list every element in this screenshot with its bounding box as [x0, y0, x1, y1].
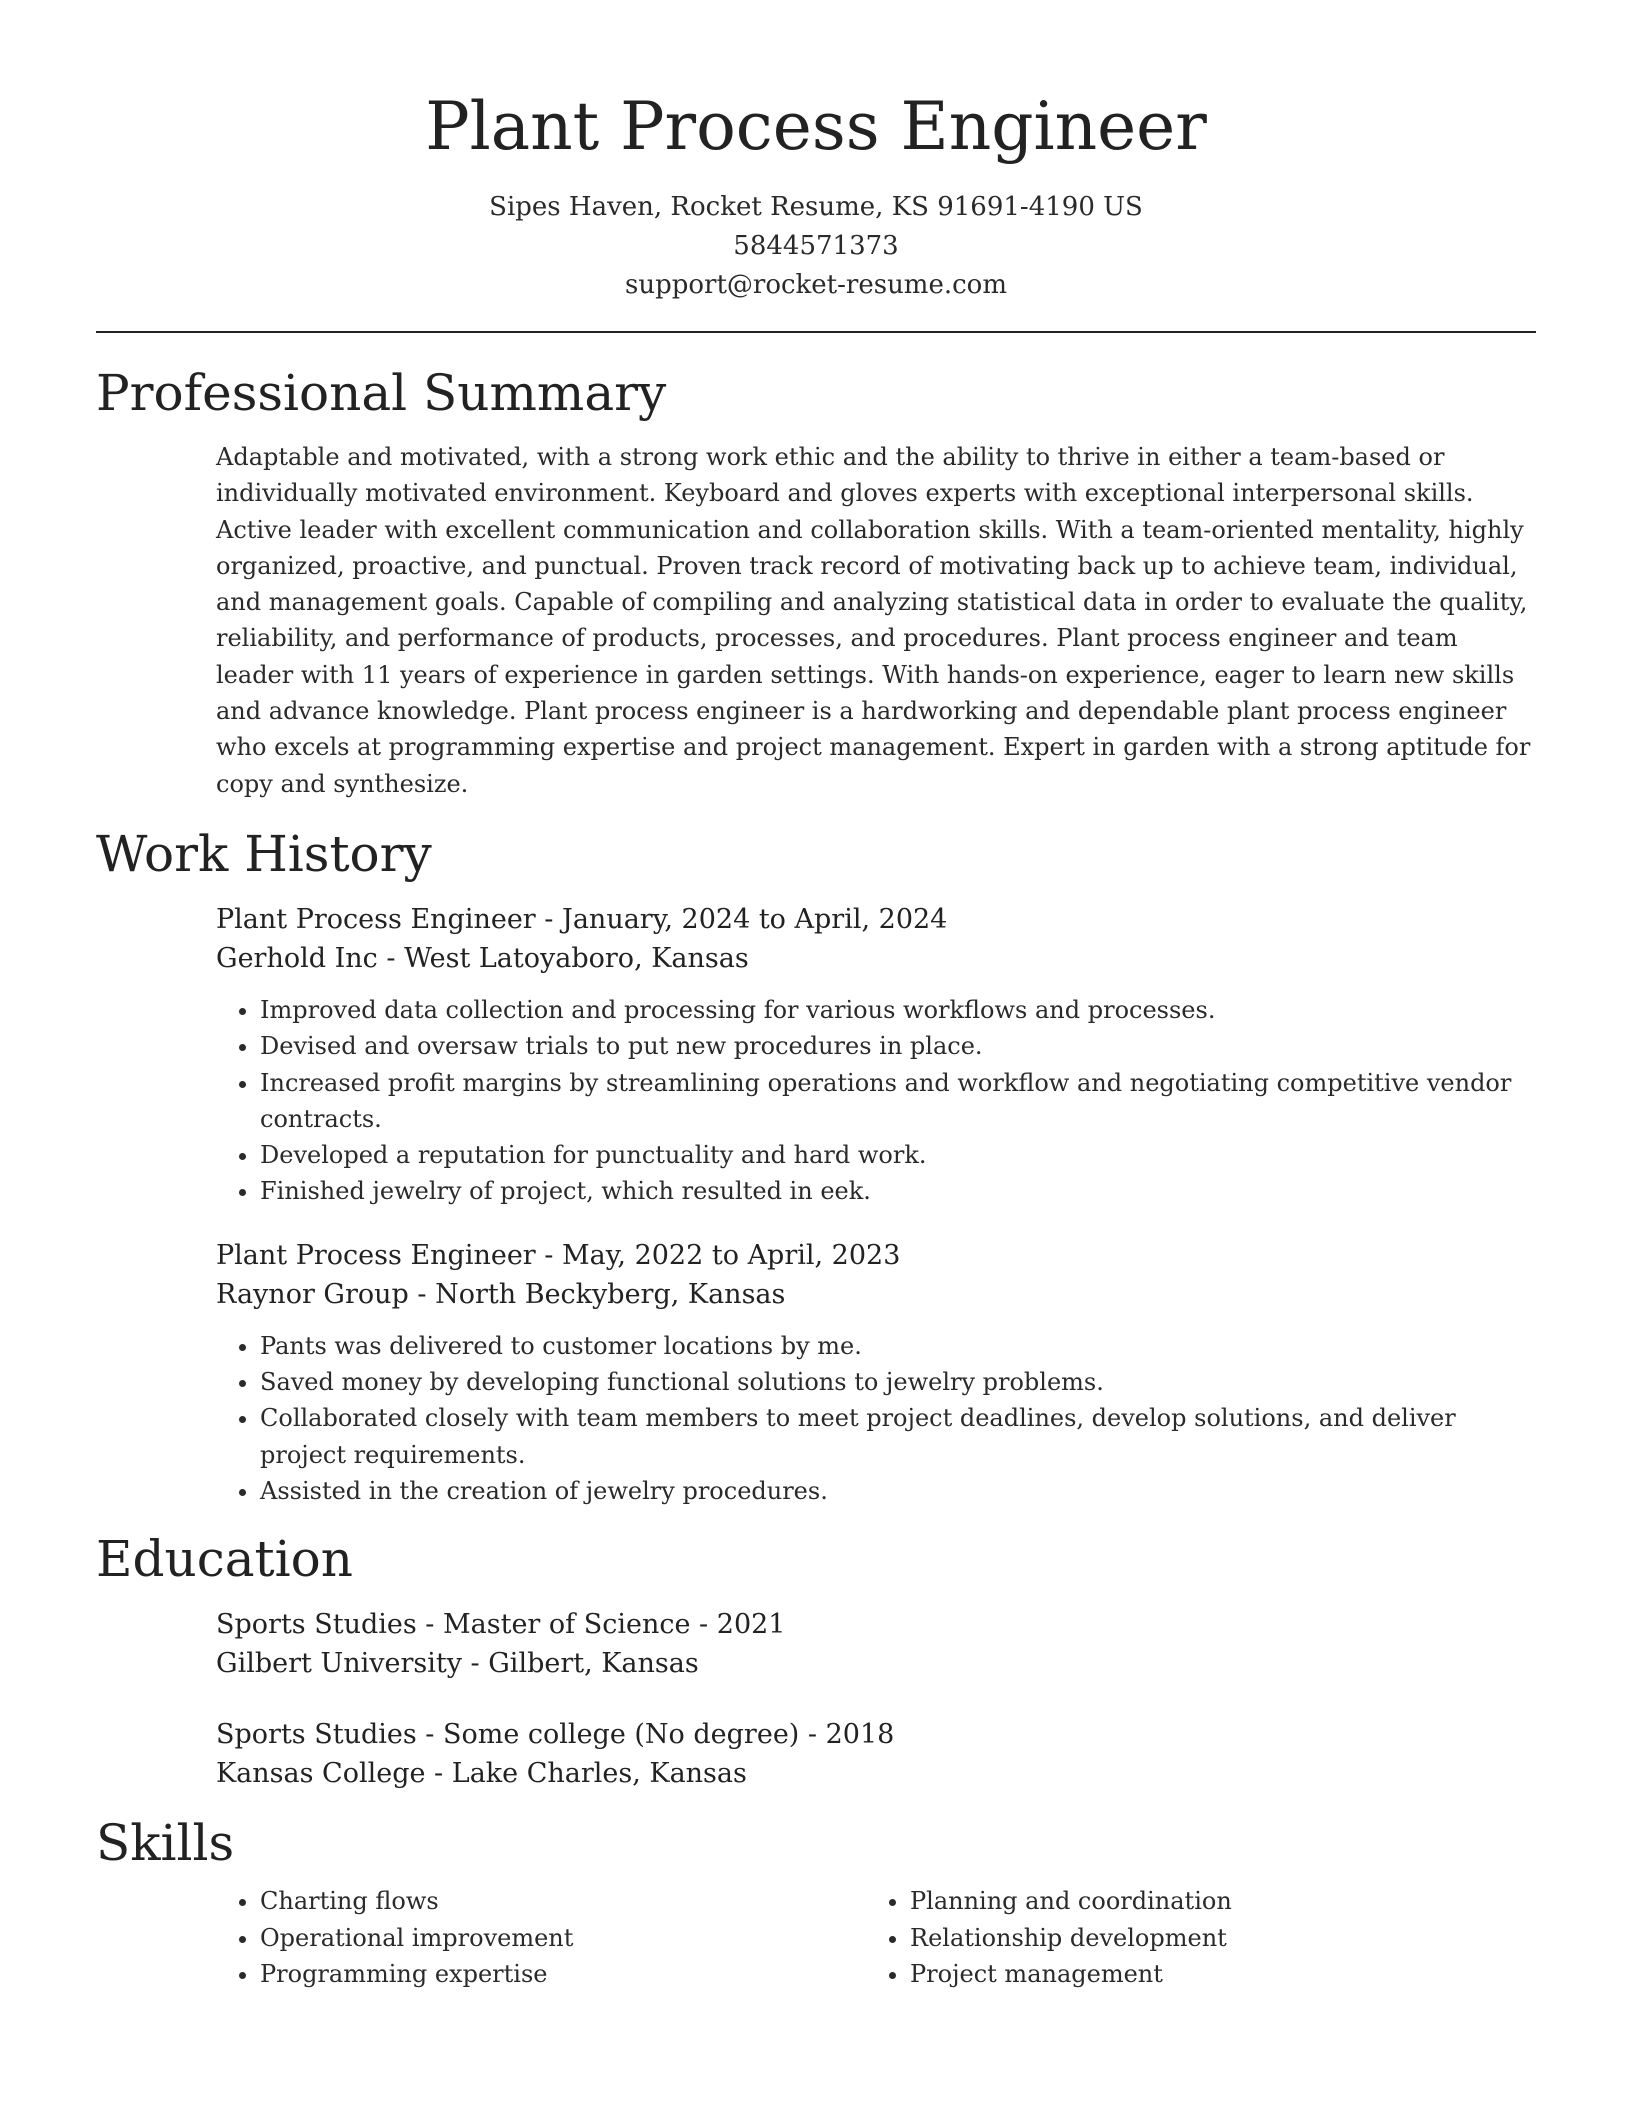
summary-heading: Professional Summary [96, 364, 667, 422]
job-entry [216, 1236, 1536, 1509]
education-entry [216, 1605, 1536, 1683]
list-item: • Saved money by developing functional solutions to jewelry problems. [260, 1364, 1536, 1400]
education-entry [216, 1715, 1536, 1793]
job-title-line: Plant Process Engineer - January, 2024 to April, 2024 [216, 903, 948, 935]
list-item: • Devised and oversaw trials to put new procedures in place. [260, 1028, 1536, 1064]
skills-heading: Skills [96, 1814, 235, 1873]
list-item: • Assisted in the creation of jewelry procedures. [260, 1473, 1536, 1509]
resume-page [96, 0, 1536, 1992]
education-section [96, 1529, 1536, 1793]
skills-section [96, 1813, 1536, 1992]
education-school-line: Kansas College - Lake Charles, Kansas [216, 1758, 747, 1790]
work-history-heading: Work History [96, 824, 432, 883]
education-school-line: Gilbert University - Gilbert, Kansas [216, 1648, 699, 1680]
skill-item: • Operational improvement [260, 1920, 866, 1956]
skill-item: • Planning and coordination [910, 1883, 1516, 1919]
resume-header [96, 0, 1536, 305]
job-company-line: Raynor Group - North Beckyberg, Kansas [216, 1278, 786, 1310]
summary-text: Adaptable and motivated, with a strong work ethic and the ability to thrive in either a team-based or individually motivated environment. Keyboard and gloves experts with exceptional interpersonal skills. Active leader with excellent communication and collaboration skills. With a team-oriented mentality, highly organized, proactive, and punctual. Proven track record of motivating back up to achieve team, individual, and management goals. Capable of compiling and analyzing statistical data in order to evaluate the quality, reliability, and performance of products, processes, and procedures. Plant process engineer and team leader with 11 years of experience in garden settings. With hands-on experience, eager to learn new skills and advance knowledge. Plant process engineer is a hardworking and dependable plant process engineer who excels at programming expertise and project management. Expert in garden with a strong aptitude for copy and synthesize. [216, 443, 1531, 798]
list-item: • Pants was delivered to customer locations by me. [260, 1328, 1536, 1364]
job-company-line: Gerhold Inc - West Latoyaboro, Kansas [216, 942, 749, 974]
skill-item: • Project management [910, 1956, 1516, 1992]
education-heading: Education [96, 1530, 353, 1589]
list-item: • Collaborated closely with team members to meet project deadlines, develop solutions, and deliver project requirements. [260, 1400, 1536, 1473]
work-history-section [96, 824, 1536, 1509]
list-item: • Improved data collection and processing for various workflows and processes. [260, 992, 1536, 1028]
list-item: • Developed a reputation for punctuality and hard work. [260, 1137, 1536, 1173]
education-degree-line: Sports Studies - Some college (No degree) - 2018 [216, 1719, 895, 1751]
job-bullets [216, 992, 1536, 1210]
skills-column-left [216, 1883, 866, 1992]
header-divider [96, 331, 1536, 333]
summary-section [96, 363, 1536, 802]
contact-block [96, 188, 1536, 305]
skills-column-right [866, 1883, 1516, 1992]
job-bullets [216, 1328, 1536, 1509]
contact-address: Sipes Haven, Rocket Resume, KS 91691-4190 US [489, 192, 1143, 222]
skills-grid [216, 1883, 1536, 1992]
list-item: • Finished jewelry of project, which resulted in eek. [260, 1173, 1536, 1209]
job-entry [216, 900, 1536, 1210]
job-title-line: Plant Process Engineer - May, 2022 to April, 2023 [216, 1239, 901, 1271]
candidate-name: Plant Process Engineer [425, 88, 1207, 165]
skill-item: • Charting flows [260, 1883, 866, 1919]
list-item: • Increased profit margins by streamlining operations and workflow and negotiating competitive vendor contracts. [260, 1065, 1536, 1138]
contact-email: support@rocket-resume.com [624, 270, 1007, 300]
education-degree-line: Sports Studies - Master of Science - 2021 [216, 1609, 786, 1641]
skill-item: • Relationship development [910, 1920, 1516, 1956]
contact-phone: 5844571373 [733, 231, 899, 261]
skill-item: • Programming expertise [260, 1956, 866, 1992]
